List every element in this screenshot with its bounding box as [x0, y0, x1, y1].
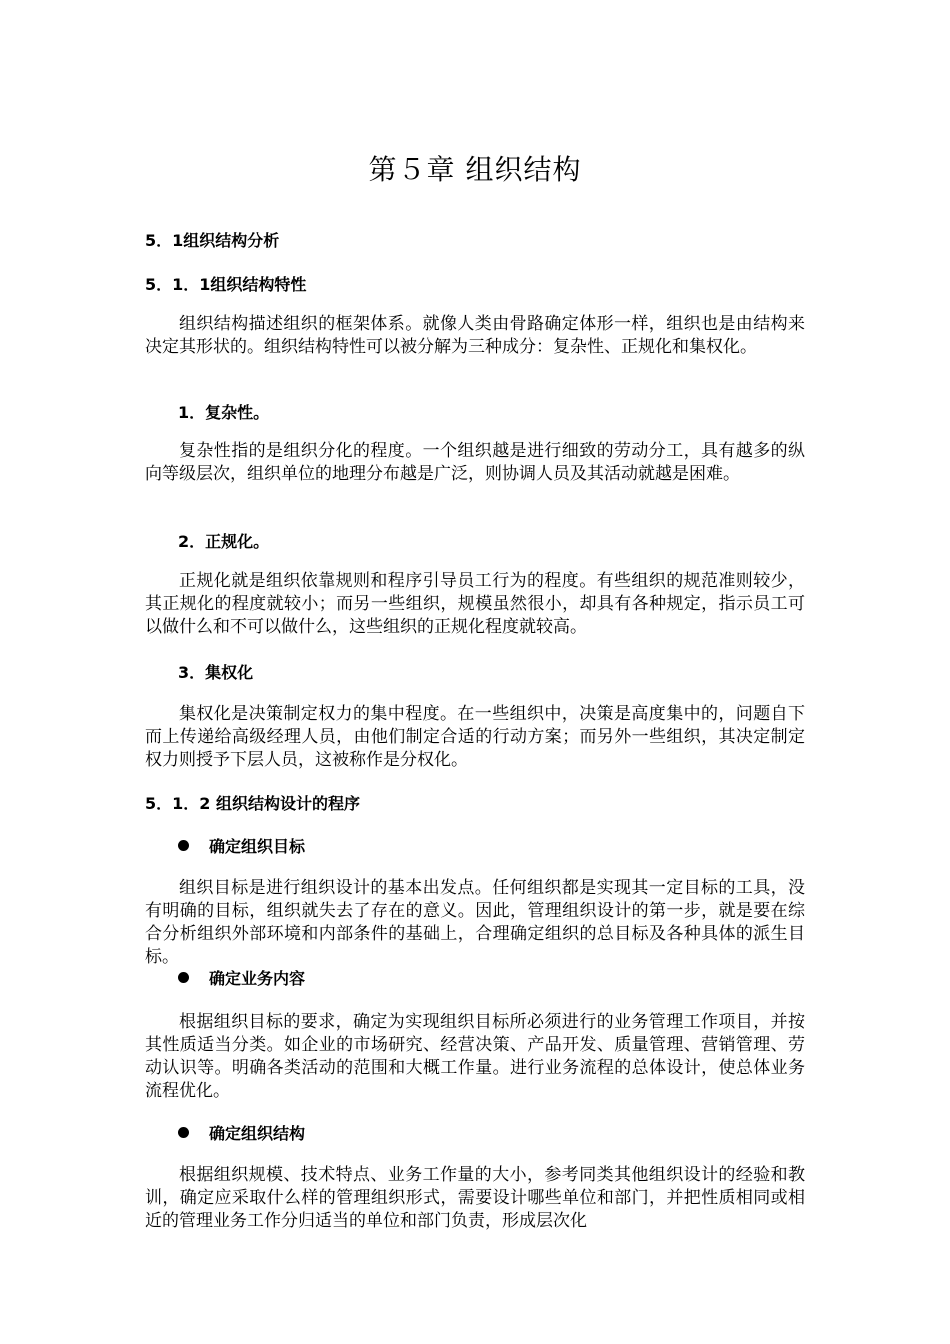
bullet-heading-goals-label: 确定组织目标 [209, 837, 306, 856]
section-heading-5-1: 5．1组织结构分析 [145, 231, 280, 250]
bullet-heading-business-label: 确定业务内容 [209, 969, 306, 988]
chapter-title: 第５章 组织结构 [368, 153, 582, 186]
paragraph-centralization: 集权化是决策制定权力的集中程度。在一些组织中，决策是高度集中的，问题自下而上传递给高级经理人员，由他们制定合适的行动方案；而另外一些组织，其决定制定权力则授予下层人员，这被称作是分权化。 [145, 704, 805, 770]
paragraph-structure: 根据组织规模、技术特点、业务工作量的大小，参考同类其他组织设计的经验和教训，确定应采取什么样的管理组织形式，需要设计哪些单位和部门，并把性质相同或相近的管理业务工作分归适当的单位和部门负责，形成层次化 [145, 1165, 805, 1231]
section-heading-5-1-1: 5．1．1组织结构特性 [145, 275, 307, 294]
item-heading-complexity: 1．复杂性。 [178, 403, 270, 422]
bullet-dot-icon [178, 840, 189, 851]
bullet-dot-icon [178, 972, 189, 983]
bullet-heading-business [178, 966, 305, 989]
bullet-heading-structure-label: 确定组织结构 [209, 1124, 306, 1143]
paragraph-formalization: 正规化就是组织依靠规则和程序引导员工行为的程度。有些组织的规范准则较少，其正规化的程度就较小；而另一些组织，规模虽然很小，却具有各种规定，指示员工可以做什么和不可以做什么，这些组织的正规化程度就较高。 [145, 571, 805, 637]
bullet-dot-icon [178, 1127, 189, 1138]
paragraph-business: 根据组织目标的要求，确定为实现组织目标所必须进行的业务管理工作项目，并按其性质适当分类。如企业的市场研究、经营决策、产品开发、质量管理、营销管理、劳动认识等。明确各类活动的范围和大概工作量。进行业务流程的总体设计，使总体业务流程优化。 [145, 1012, 805, 1101]
bullet-heading-structure [178, 1121, 305, 1144]
paragraph-complexity: 复杂性指的是组织分化的程度。一个组织越是进行细致的劳动分工，具有越多的纵向等级层次，组织单位的地理分布越是广泛，则协调人员及其活动就越是困难。 [145, 441, 805, 484]
bullet-heading-goals [178, 834, 305, 857]
item-heading-centralization: 3．集权化 [178, 663, 254, 682]
section-heading-5-1-2: 5．1．2 组织结构设计的程序 [145, 794, 360, 813]
item-heading-formalization: 2．正规化。 [178, 532, 270, 551]
paragraph-goals: 组织目标是进行组织设计的基本出发点。任何组织都是实现其一定目标的工具，没有明确的目标，组织就失去了存在的意义。因此，管理组织设计的第一步，就是要在综合分析组织外部环境和内部条件的基础上，合理确定组织的总目标及各种具体的派生目标。 [145, 878, 805, 967]
paragraph-structure-intro: 组织结构描述组织的框架体系。就像人类由骨路确定体形一样，组织也是由结构来决定其形状的。组织结构特性可以被分解为三种成分：复杂性、正规化和集权化。 [145, 314, 805, 357]
